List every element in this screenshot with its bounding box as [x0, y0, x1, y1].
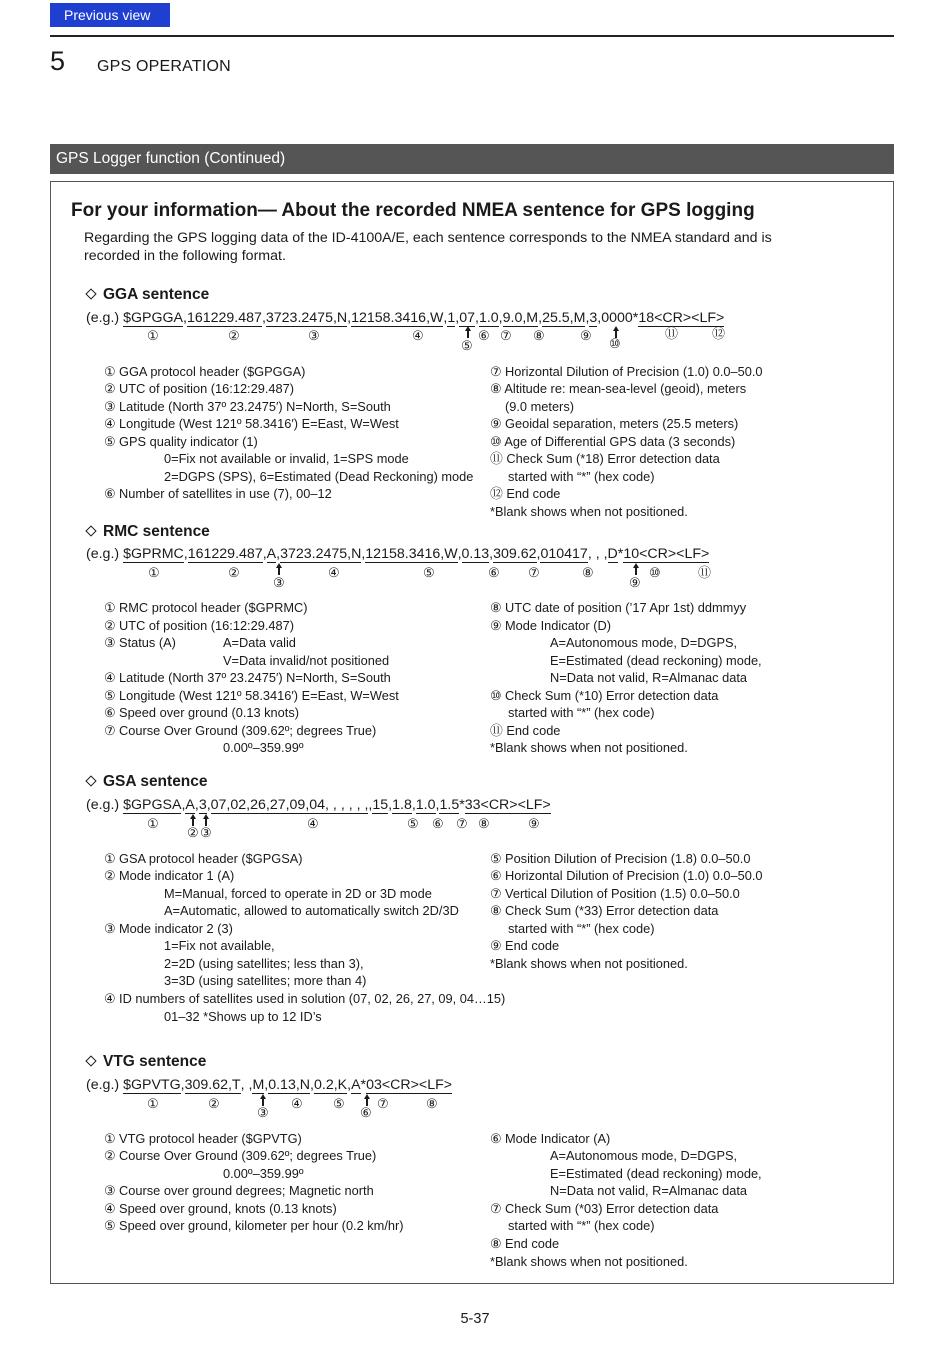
vtg-example [86, 1077, 452, 1094]
gga-callout-6: ⑥ [478, 328, 490, 343]
gsa-callout-2: ② [187, 825, 199, 840]
gga-seg-11: 18 [638, 310, 655, 326]
rmc-arrow-9 [632, 563, 640, 575]
rmc-seg-7: 309.62 [493, 546, 537, 562]
gsa-left-10: 01–32 *Shows up to 12 ID’s [164, 1009, 322, 1024]
gga-example [86, 310, 724, 327]
vtg-seg-6: A [351, 1077, 361, 1093]
gga-left-1: ① GGA protocol header ($GPGGA) [104, 364, 306, 379]
diamond-icon [85, 775, 96, 786]
vtg-heading [84, 1053, 206, 1071]
gsa-seg-6: 1.8 [392, 797, 412, 813]
gsa-callout-4: ④ [307, 816, 319, 831]
vtg-callout-3: ③ [257, 1105, 269, 1120]
gga-left-2: ② UTC of position (16:12:29.487) [104, 381, 295, 396]
gga-left-3: ③ Latitude (North 37º 23.2475′) N=North, S=South [104, 399, 391, 414]
vtg-right-1: ⑥ Mode Indicator (A) [490, 1131, 611, 1146]
gsa-right-6: ⑨ End code [490, 938, 560, 953]
gga-seg-12: <CR><LF> [654, 310, 725, 326]
rmc-seg-3: A [266, 546, 277, 562]
page-number: 5-37 [460, 1311, 490, 1327]
rmc-sep: , [361, 546, 366, 562]
rmc-callout-5: ⑤ [423, 565, 435, 580]
gsa-left-5: ③ Mode indicator 2 (3) [104, 921, 233, 936]
gsa-heading [84, 773, 208, 791]
gga-callout-9: ⑨ [580, 328, 592, 343]
vtg-left-1: ① VTG protocol header ($GPVTG) [104, 1131, 302, 1146]
gsa-sep: , [206, 797, 211, 813]
gsa-example [86, 797, 551, 814]
vtg-sep: , [264, 1077, 269, 1093]
rmc-callout-4: ④ [328, 565, 340, 580]
rmc-seg-1: $GPRMC [123, 546, 184, 562]
rmc-sep: , [457, 546, 462, 562]
gga-callout-7: ⑦ [500, 328, 512, 343]
vtg-callout-2: ② [208, 1096, 220, 1111]
gga-sep: , [597, 310, 602, 326]
gsa-callout-3: ③ [200, 825, 212, 840]
gga-seg-2: 161229.487 [186, 310, 262, 326]
vtg-callout-8: ⑧ [426, 1096, 438, 1111]
gga-heading [84, 286, 209, 304]
rmc-left-3: ③ Status (A) [104, 635, 176, 650]
rmc-right-8: ⑪ End code [490, 723, 561, 738]
gsa-sep: , [181, 797, 186, 813]
vtg-callout-5: ⑤ [333, 1096, 345, 1111]
vtg-right-4: N=Data not valid, R=Almanac data [550, 1183, 748, 1198]
gga-left-7: 2=DGPS (SPS), 6=Estimated (Dead Reckoning) mode [164, 469, 474, 484]
rmc-left-1: ① RMC protocol header ($GPRMC) [104, 600, 308, 615]
gsa-right-2: ⑥ Horizontal Dilution of Precision (1.0) 0.0–50.0 [490, 868, 763, 883]
gga-eg-label: (e.g.) [86, 310, 120, 326]
gga-right-6: ⑪ Check Sum (*18) Error detection data [490, 451, 720, 466]
box-title: For your information— About the recorded NMEA sentence for GPS logging [71, 200, 755, 221]
section-title-bar: GPS Logger function (Continued) [50, 144, 894, 174]
rmc-left-5: ⑤ Longitude (West 121º 58.3416′) E=East, W=West [104, 688, 399, 703]
gsa-callout-6: ⑥ [432, 816, 444, 831]
gsa-sep: , [388, 797, 393, 813]
gsa-left-4: A=Automatic, allowed to automatically switch 2D/3D [164, 903, 459, 918]
vtg-right-3: E=Estimated (dead reckoning) mode, [550, 1166, 762, 1181]
gga-sep: , [347, 310, 352, 326]
gga-right-4: ⑨ Geoidal separation, meters (25.5 meters) [490, 416, 739, 431]
vtg-seg-3: M [252, 1077, 265, 1093]
gsa-seg-2: A [185, 797, 195, 813]
rmc-seg-8: 010417 [540, 546, 588, 562]
gga-left-4: ④ Longitude (West 121º 58.3416′) E=East, W=West [104, 416, 399, 431]
rmc-left-7: ⑦ Course Over Ground (309.62º; degrees True) [104, 723, 377, 738]
gsa-callout-7: ⑦ [456, 816, 468, 831]
rmc-right-1: ⑧ UTC date of position (’17 Apr 1st) ddmmyy [490, 600, 747, 615]
rmc-left-4: ④ Latitude (North 37º 23.2475′) N=North, S=South [104, 670, 391, 685]
rmc-blanks: , , , [587, 546, 608, 562]
gsa-right-4: ⑧ Check Sum (*33) Error detection data [490, 903, 719, 918]
vtg-right-6: started with “*” (hex code) [508, 1218, 655, 1233]
rmc-right-2: ⑨ Mode Indicator (D) [490, 618, 611, 633]
vtg-callout-1: ① [147, 1096, 159, 1111]
gga-callout-4: ④ [412, 328, 424, 343]
gsa-right-3: ⑦ Vertical Dilution of Position (1.5) 0.0–50.0 [490, 886, 740, 901]
rmc-callout-6: ⑥ [488, 565, 500, 580]
gsa-left-3: M=Manual, forced to operate in 2D or 3D mode [164, 886, 432, 901]
gga-right-2: ⑧ Altitude re: mean-sea-level (geoid), meters [490, 381, 747, 396]
rmc-seg-9: D [607, 546, 618, 562]
gsa-sep: , [368, 797, 373, 813]
vtg-left-2: ② Course Over Ground (309.62º; degrees True) [104, 1148, 377, 1163]
gga-callout-1: ① [147, 328, 159, 343]
box-intro: Regarding the GPS logging data of the ID-4100A/E, each sentence corresponds to the NMEA standard and is recorded in the following format. [84, 230, 772, 264]
vtg-left-4: ③ Course over ground degrees; Magnetic north [104, 1183, 374, 1198]
rmc-callout-11: ⑪ [698, 565, 712, 580]
vtg-blanks: , , [240, 1077, 253, 1093]
gga-callout-10: ⑩ [609, 336, 621, 351]
gsa-right-1: ⑤ Position Dilution of Precision (1.8) 0.0–50.0 [490, 851, 751, 866]
rmc-star: * [617, 546, 624, 562]
gga-seg-8: 9.0,M [502, 310, 539, 326]
gsa-seg-7: 1.0 [415, 797, 436, 813]
gga-sep: , [443, 310, 448, 326]
rmc-right-9: *Blank shows when not positioned. [490, 740, 688, 755]
gsa-seg-1: $GPGSA [123, 797, 182, 813]
vtg-callout-6: ⑥ [360, 1105, 372, 1120]
vtg-seg-2: 309.62,T [184, 1077, 241, 1093]
vtg-callout-7: ⑦ [377, 1096, 389, 1111]
vtg-seg-4: 0.13,N [268, 1077, 311, 1093]
gsa-sep: , [435, 797, 440, 813]
rmc-seg-6: 0.13 [461, 546, 490, 562]
gsa-eg-label: (e.g.) [86, 797, 120, 813]
rmc-seg-10: 10 [623, 546, 640, 562]
gsa-seg-9: 33 [464, 797, 481, 813]
vtg-title: VTG sentence [103, 1053, 207, 1070]
gga-right-8: ⑫ End code [490, 486, 561, 501]
gsa-seg-8: 1.5 [439, 797, 460, 813]
rmc-sep: , [183, 546, 188, 562]
vtg-seg-5: 0.2,K [313, 1077, 348, 1093]
vtg-sep: , [310, 1077, 314, 1093]
gga-sep: , [183, 310, 187, 326]
gga-sep: , [261, 310, 266, 326]
rmc-seg-11: <CR><LF> [639, 546, 710, 562]
rmc-eg-label: (e.g.) [86, 546, 120, 562]
gga-sep: , [455, 310, 460, 326]
gga-seg-1: $GPGGA [123, 310, 184, 326]
gga-seg-3: 3723.2475,N [265, 310, 348, 326]
rmc-seg-5: 12158.3416,W [365, 546, 458, 562]
gsa-right-7: *Blank shows when not positioned. [490, 956, 688, 971]
gsa-sep: , [194, 797, 199, 813]
gga-sep: , [538, 310, 543, 326]
vtg-star: * [360, 1077, 367, 1093]
vtg-seg-7: 03 [366, 1077, 382, 1093]
gsa-seg-3: 3 [198, 797, 207, 813]
vtg-right-5: ⑦ Check Sum (*03) Error detection data [490, 1201, 719, 1216]
rmc-seg-4: 3723.2475,N [280, 546, 362, 562]
vtg-seg-1: $GPVTG [123, 1077, 181, 1093]
gsa-left-2: ② Mode indicator 1 (A) [104, 868, 235, 883]
gga-right-1: ⑦ Horizontal Dilution of Precision (1.0) 0.0–50.0 [490, 364, 763, 379]
vtg-right-7: ⑧ End code [490, 1236, 560, 1251]
rmc-right-6: ⑩ Check Sum (*10) Error detection data [490, 688, 719, 703]
gga-left-8: ⑥ Number of satellites in use (7), 00–12 [104, 486, 332, 501]
gga-left-5: ⑤ GPS quality indicator (1) [104, 434, 258, 449]
diamond-icon [85, 1055, 96, 1066]
vtg-seg-8: <CR><LF> [381, 1077, 453, 1093]
rmc-right-4: E=Estimated (dead reckoning) mode, [550, 653, 762, 668]
gsa-seg-5: 15 [372, 797, 389, 813]
vtg-right-2: A=Autonomous mode, D=DGPS, [550, 1148, 738, 1163]
diamond-icon [85, 525, 96, 536]
gga-callout-12: ⑫ [712, 326, 726, 341]
gga-callout-3: ③ [308, 328, 320, 343]
gga-seg-9: 25.5,M [542, 310, 586, 326]
gsa-left-8: 3=3D (using satellites; more than 4) [164, 973, 367, 988]
gsa-left-9: ④ ID numbers of satellites used in solution (07, 02, 26, 27, 09, 04…15) [104, 991, 506, 1006]
rmc-arrow-3 [275, 563, 283, 575]
previous-view-button[interactable]: Previous view [50, 3, 170, 27]
rmc-left-2: ② UTC of position (16:12:29.487) [104, 618, 295, 633]
rmc-title: RMC sentence [103, 523, 210, 540]
vtg-right-8: *Blank shows when not positioned. [490, 1254, 688, 1269]
chapter-title: GPS OPERATION [97, 58, 231, 75]
header-rule [50, 35, 894, 37]
vtg-sep: , [180, 1077, 185, 1093]
vtg-eg-label: (e.g.) [86, 1077, 120, 1093]
rmc-callout-8: ⑧ [582, 565, 594, 580]
vtg-left-6: ⑤ Speed over ground, kilometer per hour (0.2 km/hr) [104, 1218, 404, 1233]
gsa-left-1: ① GSA protocol header ($GPGSA) [104, 851, 303, 866]
gsa-sep: , [411, 797, 416, 813]
gga-seg-6: 07 [459, 310, 475, 326]
gga-callout-11: ⑪ [665, 326, 679, 341]
rmc-status-v: V=Data invalid/not positioned [223, 653, 390, 668]
gsa-title: GSA sentence [103, 773, 208, 790]
rmc-right-3: A=Autonomous mode, D=DGPS, [550, 635, 738, 650]
rmc-example [86, 546, 709, 563]
gsa-star: * [459, 797, 465, 813]
rmc-right-7: started with “*” (hex code) [508, 705, 655, 720]
gga-seg-10: 3 [589, 310, 598, 326]
rmc-callout-10: ⑩ [649, 565, 661, 580]
gga-seg-7: 1.0 [478, 310, 499, 326]
gga-callout-8: ⑧ [533, 328, 545, 343]
diamond-icon [85, 288, 96, 299]
rmc-seg-2: 161229.487 [187, 546, 263, 562]
gga-right-9: *Blank shows when not positioned. [490, 504, 688, 519]
rmc-sep: , [536, 546, 541, 562]
rmc-left-6: ⑥ Speed over ground (0.13 knots) [104, 705, 300, 720]
gga-sep: , [474, 310, 479, 326]
gga-arrow-5 [464, 326, 472, 338]
chapter-number: 5 [50, 46, 66, 76]
rmc-sep: , [262, 546, 267, 562]
gsa-callout-5: ⑤ [407, 816, 419, 831]
rmc-callout-1: ① [148, 565, 160, 580]
rmc-sep: , [276, 546, 281, 562]
rmc-right-5: N=Data not valid, R=Almanac data [550, 670, 748, 685]
gsa-callout-1: ① [147, 816, 159, 831]
gga-right-7: started with “*” (hex code) [508, 469, 655, 484]
gga-left-6: 0=Fix not available or invalid, 1=SPS mode [164, 451, 409, 466]
gsa-left-7: 2=2D (using satellites; less than 3), [164, 956, 364, 971]
rmc-heading [84, 523, 210, 541]
rmc-callout-3: ③ [273, 575, 285, 590]
vtg-left-3: 0.00º–359.99º [223, 1166, 304, 1181]
rmc-callout-7: ⑦ [528, 565, 540, 580]
vtg-sep: , [347, 1077, 352, 1093]
rmc-callout-2: ② [228, 565, 240, 580]
vtg-callout-4: ④ [291, 1096, 303, 1111]
gga-filler: 0000 [601, 310, 633, 326]
gga-callout-5: ⑤ [461, 338, 473, 353]
gsa-right-5: started with “*” (hex code) [508, 921, 655, 936]
gga-right-3: (9.0 meters) [505, 399, 574, 414]
gga-callout-2: ② [228, 328, 240, 343]
gga-sep: , [498, 310, 503, 326]
gga-title: GGA sentence [103, 286, 210, 303]
gga-star: * [632, 310, 639, 326]
rmc-status-a: A=Data valid [223, 635, 296, 650]
gga-seg-5: 1 [447, 310, 456, 326]
gsa-seg-10: <CR><LF> [480, 797, 551, 813]
gsa-seg-4: 07,02,26,27,09,04, , , , , , [210, 797, 369, 813]
gsa-callout-8: ⑧ [478, 816, 490, 831]
rmc-left-8: 0.00º–359.99º [223, 740, 304, 755]
vtg-left-5: ④ Speed over ground, knots (0.13 knots) [104, 1201, 337, 1216]
rmc-sep: , [489, 546, 494, 562]
rmc-callout-9: ⑨ [629, 575, 641, 590]
gsa-left-6: 1=Fix not available, [164, 938, 275, 953]
gga-seg-4: 12158.3416,W [351, 310, 444, 326]
gga-right-5: ⑩ Age of Differential GPS data (3 seconds) [490, 434, 736, 449]
gsa-callout-9: ⑨ [528, 816, 540, 831]
gga-sep: , [585, 310, 590, 326]
